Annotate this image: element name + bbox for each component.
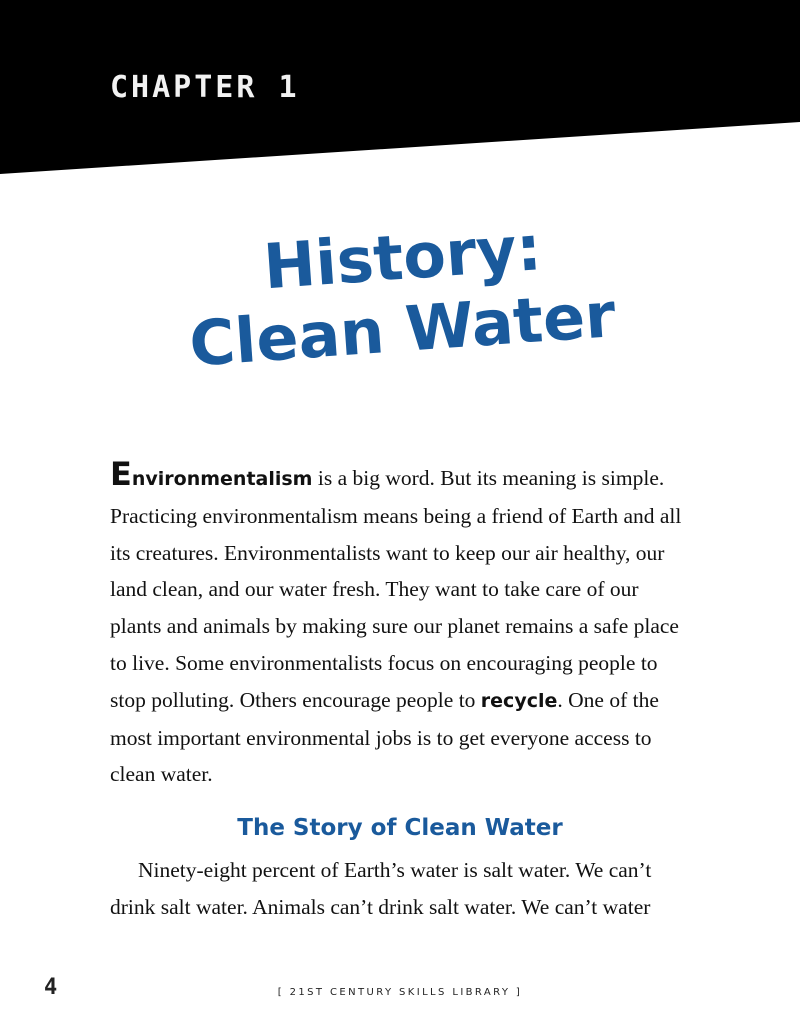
chapter-label: CHAPTER 1	[110, 70, 300, 105]
intro-paragraph	[110, 455, 690, 793]
page-number: 4	[44, 975, 58, 1000]
title-line-2: Clean Water	[187, 278, 618, 381]
title-line-1: History:	[261, 211, 544, 304]
dropcap-term-rest: nvironmentalism	[131, 468, 313, 490]
intro-text-part1: is a big word. But its meaning is simple. Practicing environmentalism means being a friend of Earth and all its creatures. Environmentalists want to keep our air healthy, our land clean, and our water fresh. They want to take care of our plants and animals by making sure our planet remains a safe place to live. Some environmentalists focus on encouraging people to stop polluting. Others encourage people to	[110, 466, 682, 712]
glossary-term-recycle: recycle	[480, 689, 558, 712]
section-paragraph: Ninety-eight percent of Earth’s water is salt water. We can’t drink salt water. Animals can’t drink salt water. We can’t water	[110, 858, 652, 919]
drop-cap: E	[110, 455, 132, 493]
chapter-title	[0, 194, 800, 393]
intro-text-part2: . One of the most important environmental jobs is to get everyone access to clean water.	[110, 687, 659, 787]
section-heading: The Story of Clean Water	[237, 815, 563, 841]
series-footer: [ 21ST CENTURY SKILLS LIBRARY ]	[277, 987, 523, 998]
glossary-term-environmentalism	[110, 455, 313, 493]
